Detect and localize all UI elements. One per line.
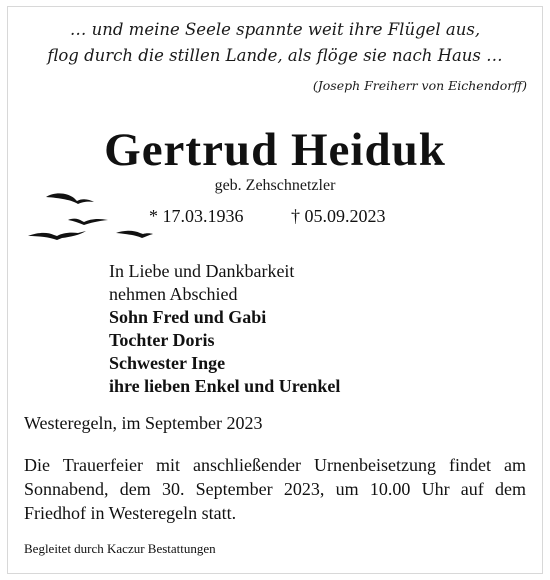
funeral-notice: Die Trauerfeier mit anschließender Urnenbeisetzung findet am Sonnabend, dem 30. September 2023, um 10.00 Uhr auf dem Friedhof in Westeregeln statt. (24, 455, 526, 523)
mourner-name: Sohn Fred und Gabi (109, 307, 267, 327)
maiden-name: geb. Zehschnetzler (214, 177, 336, 194)
bird-2 (68, 219, 108, 225)
mourners-intro-2: nehmen Abschied (109, 284, 238, 304)
mourners-intro-1: In Liebe und Dankbarkeit (109, 261, 295, 281)
mourner-name: Schwester Inge (109, 353, 226, 373)
quote-author: (Joseph Freiherr von Eichendorff) (312, 78, 527, 93)
mourner-name: Tochter Doris (109, 330, 215, 350)
place-date: Westeregeln, im September 2023 (24, 413, 263, 433)
bird-4 (116, 231, 153, 238)
bird-1 (46, 193, 94, 204)
bird-3 (28, 231, 86, 240)
mourners-block (109, 260, 340, 398)
quote-line-2: flog durch die stillen Lande, als flöge sie nach Haus … (47, 46, 503, 65)
quote-line-1: … und meine Seele spannte weit ihre Flügel aus, (69, 20, 481, 39)
mourner-name: ihre lieben Enkel und Urenkel (109, 376, 341, 396)
flying-birds-icon (24, 188, 154, 246)
undertaker-credit: Begleitet durch Kaczur Bestattungen (24, 541, 216, 556)
deceased-name: Gertrud Heiduk (104, 124, 446, 176)
birth-date: * 17.03.1936 (149, 206, 244, 226)
death-date: † 05.09.2023 (291, 206, 386, 226)
